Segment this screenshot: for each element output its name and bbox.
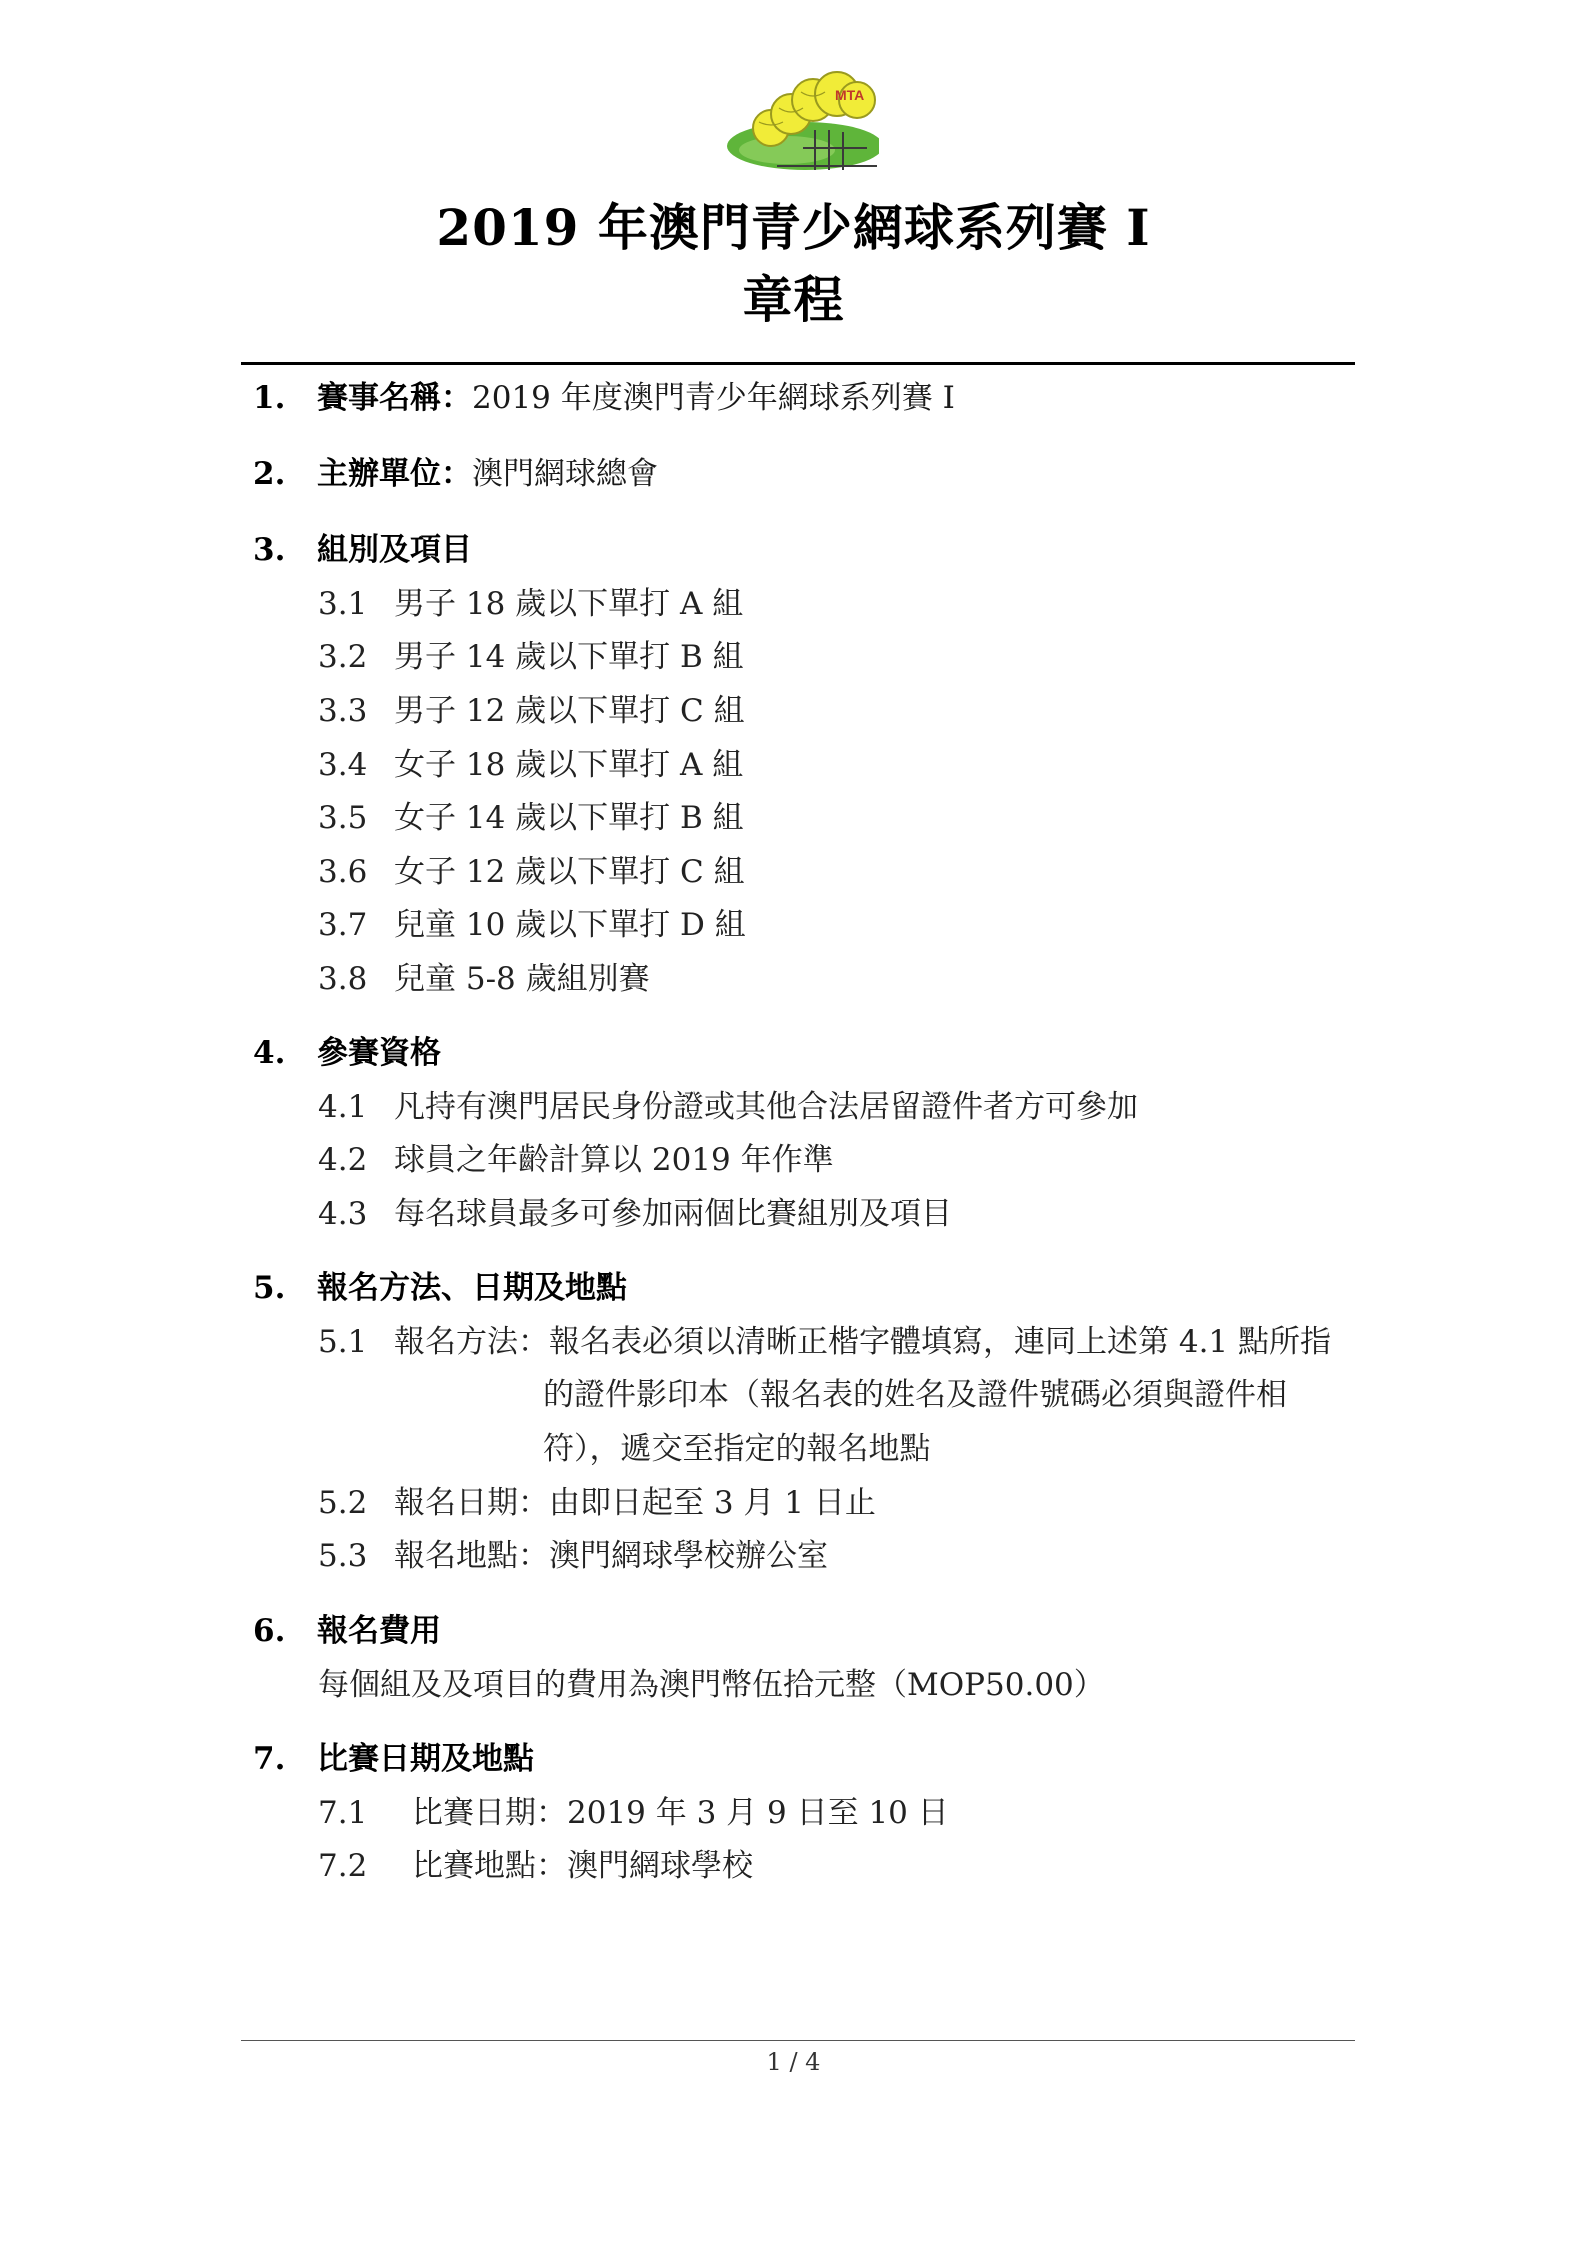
logo-caption: MTA — [835, 87, 865, 103]
section-number: 7. — [253, 1741, 286, 1777]
section-heading: 報名費用 — [317, 1613, 441, 1649]
section-heading: 比賽日期及地點 — [317, 1741, 534, 1777]
document-subtitle: 章程 — [742, 270, 845, 329]
header-divider — [241, 362, 1355, 365]
section-value: 澳門網球總會 — [472, 456, 658, 492]
section-heading: 賽事名稱：2019 年度澳門青少年網球系列賽 I — [317, 380, 955, 416]
section-number: 5. — [253, 1270, 286, 1306]
document-title: 2019 年澳門青少網球系列賽 I — [436, 198, 1151, 257]
tennis-association-logo — [717, 70, 879, 174]
section-number: 2. — [253, 456, 286, 492]
footer-divider — [241, 2040, 1355, 2041]
section-number: 6. — [253, 1613, 286, 1649]
section-heading: 報名方法、日期及地點 — [317, 1270, 627, 1306]
section-value: 2019 年度澳門青少年網球系列賽 I — [472, 380, 955, 416]
section-heading: 主辦單位：澳門網球總會 — [317, 456, 658, 492]
section-heading: 組別及項目 — [317, 532, 472, 568]
page-number: 1 / 4 — [766, 2048, 821, 2076]
section-heading: 參賽資格 — [317, 1035, 441, 1071]
section-number: 3. — [253, 532, 286, 568]
section-number: 4. — [253, 1035, 286, 1071]
section-number: 1. — [253, 380, 286, 416]
